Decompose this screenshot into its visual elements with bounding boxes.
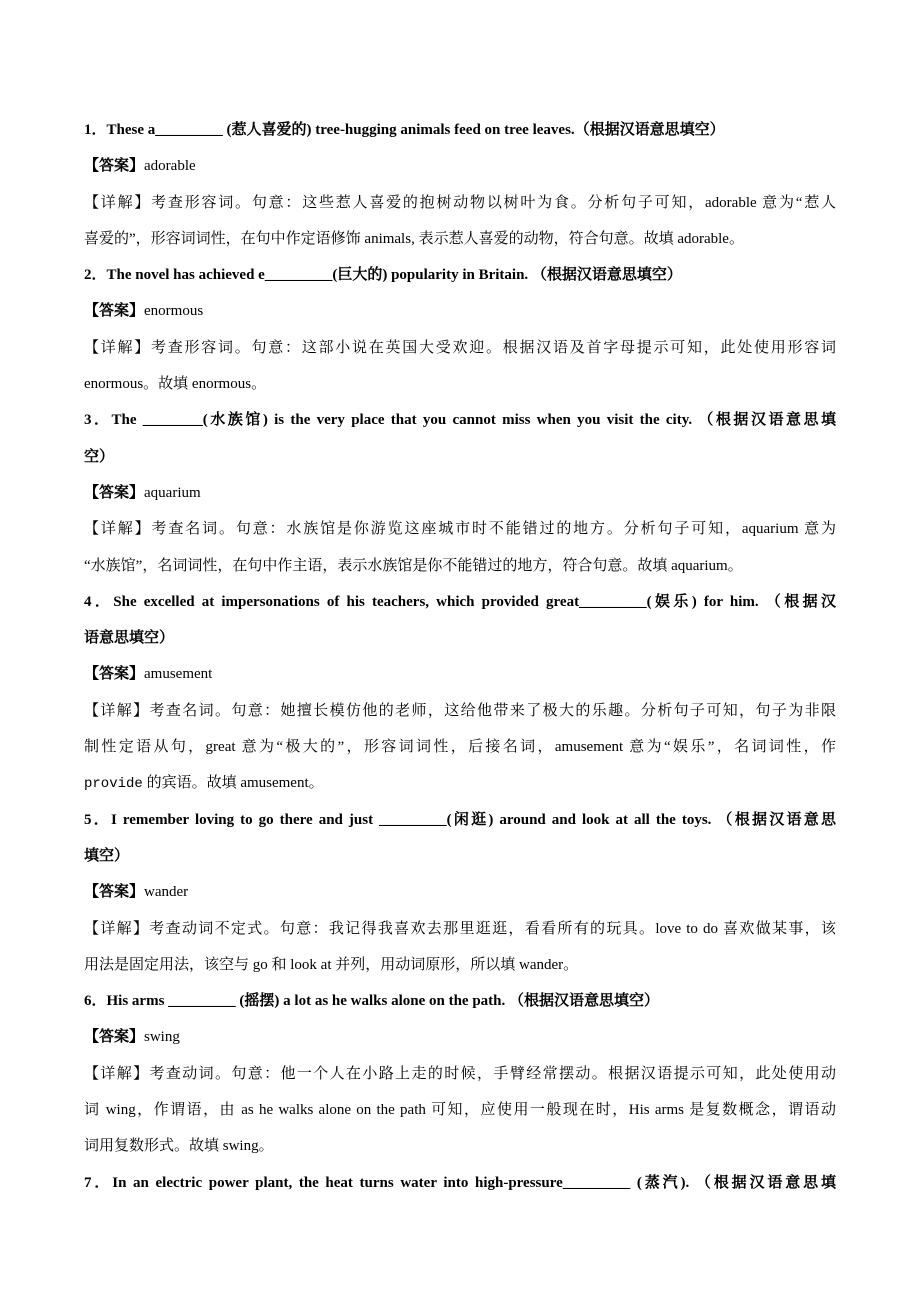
question-3-line-1: 3．The ________(水族馆) is the very place that you cannot miss when you visit the city. （根据汉语意思填: [84, 412, 836, 429]
detail-4-line-3: provide 的宾语。故填 amusement。: [84, 775, 324, 793]
detail-tag: 【详解】: [84, 1065, 150, 1082]
answer-value: wander: [144, 884, 189, 901]
answer-6: [84, 1019, 836, 1055]
question-5-line-1: 5．I remember loving to go there and just _________(闲逛) around and look at all the toys. （根据汉语意思: [84, 811, 836, 828]
answer-tag: 【答案】: [84, 884, 145, 901]
answer-value: adorable: [144, 158, 196, 175]
answer-value: aquarium: [144, 484, 201, 501]
detail-6-line-3: 词用复数形式。故填 swing。: [84, 1138, 274, 1155]
question-2: 2．The novel has achieved e_________(巨大的) popularity in Britain. （根据汉语意思填空）: [84, 267, 682, 284]
answer-1: [84, 148, 836, 184]
detail-1-line-2: 喜爱的”，形容词词性，在句中作定语修饰 animals, 表示惹人喜爱的动物，符合句意。故填 adorable。: [84, 230, 744, 247]
detail-4-line-1: 【详解】考查名词。句意：她擅长模仿他的老师，这给他带来了极大的乐趣。分析句子可知，句子为非限: [84, 702, 836, 719]
question-7: 7．In an electric power plant, the heat turns water into high-pressure_________ (蒸汽). （根据汉语意思填: [84, 1174, 836, 1191]
detail-3-line-2: “水族馆”，名词词性，在句中作主语，表示水族馆是你不能错过的地方，符合句意。故填 aquarium。: [84, 557, 743, 574]
answer-4: [84, 656, 836, 692]
detail-tag: 【详解】: [84, 339, 151, 356]
detail-tag: 【详解】: [84, 194, 152, 211]
answer-tag: 【答案】: [84, 484, 145, 501]
question-5-line-2: 填空）: [84, 847, 130, 864]
answer-tag: 【答案】: [84, 1029, 145, 1046]
answer-5: [84, 874, 836, 910]
answer-tag: 【答案】: [84, 303, 145, 320]
detail-5-line-1: 【详解】考查动词不定式。句意：我记得我喜欢去那里逛逛，看看所有的玩具。love to do 喜欢做某事，该: [84, 920, 836, 937]
question-3-line-2: 空）: [84, 448, 115, 465]
answer-value: enormous: [144, 303, 204, 320]
detail-2-line-1: 【详解】考查形容词。句意：这部小说在英国大受欢迎。根据汉语及首字母提示可知，此处使用形容词: [84, 339, 836, 356]
detail-1-line-1: 【详解】考查形容词。句意：这些惹人喜爱的抱树动物以树叶为食。分析句子可知，adorable 意为“惹人: [84, 194, 836, 211]
detail-tag: 【详解】: [84, 702, 150, 719]
detail-tag: 【详解】: [84, 521, 152, 538]
answer-value: swing: [144, 1029, 180, 1046]
code-word: provide: [84, 776, 143, 793]
detail-5-line-2: 用法是固定用法，该空与 go 和 look at 并列，用动词原形，所以填 wander。: [84, 956, 579, 973]
question-4-line-2: 语意思填空）: [84, 630, 175, 647]
answer-2: [84, 293, 836, 329]
question-6: 6．His arms _________ (摇摆) a lot as he walks alone on the path. （根据汉语意思填空）: [84, 993, 660, 1010]
detail-6-line-2: 词 wing，作谓语，由 as he walks alone on the path 可知，应使用一般现在时，His arms 是复数概念，谓语动: [84, 1102, 836, 1119]
detail-3-line-1: 【详解】考查名词。句意：水族馆是你游览这座城市时不能错过的地方。分析句子可知，aquarium 意为: [84, 521, 836, 538]
detail-2-line-2: enormous。故填 enormous。: [84, 376, 267, 393]
answer-3: [84, 475, 836, 511]
question-1: 1．These a_________ (惹人喜爱的) tree-hugging animals feed on tree leaves.（根据汉语意思填空）: [84, 122, 725, 138]
question-4-line-1: 4．She excelled at impersonations of his teachers, which provided great_________(娱乐) for him. （根据汉: [84, 593, 836, 610]
answer-value: amusement: [144, 666, 213, 683]
answer-tag: 【答案】: [84, 158, 145, 175]
detail-6-line-1: 【详解】考查动词。句意：他一个人在小路上走的时候，手臂经常摆动。根据汉语提示可知，此处使用动: [84, 1065, 836, 1082]
detail-tag: 【详解】: [84, 920, 150, 937]
answer-tag: 【答案】: [84, 666, 145, 683]
document-page: [84, 112, 836, 1201]
detail-4-line-2: 制性定语从句，great 意为“极大的”，形容词词性，后接名词，amusement 意为“娱乐”，名词词性，作: [84, 739, 836, 756]
